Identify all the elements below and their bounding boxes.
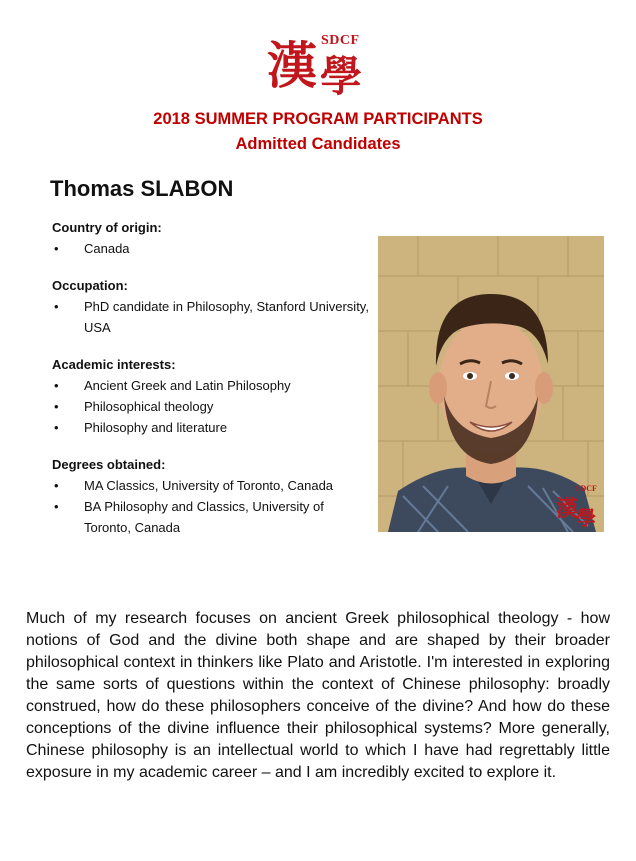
sdcf-logo xyxy=(263,33,373,103)
logo-abbr: SDCF xyxy=(321,33,360,48)
program-title: 2018 SUMMER PROGRAM PARTICIPANTS xyxy=(153,110,483,128)
occupation-section xyxy=(52,275,372,338)
logo-glyph-main: 漢 xyxy=(267,36,317,95)
participant-photo xyxy=(378,236,604,532)
watermark-glyph-second: 學 xyxy=(576,506,596,530)
interests-section xyxy=(52,354,372,438)
list-item: • Philosophical theology xyxy=(52,396,372,417)
photo-watermark xyxy=(556,484,600,528)
list-item: • Philosophy and literature xyxy=(52,417,372,438)
degrees-section xyxy=(52,454,372,538)
interests-list xyxy=(52,375,372,438)
list-item: • MA Classics, University of Toronto, Canada xyxy=(52,475,372,496)
participant-name: Thomas SLABON xyxy=(50,176,234,201)
occupation-label: Occupation: xyxy=(52,278,128,293)
degrees-label: Degrees obtained: xyxy=(52,457,166,472)
occupation-list xyxy=(52,296,372,338)
country-section xyxy=(52,217,372,259)
list-item: • PhD candidate in Philosophy, Stanford University, USA xyxy=(52,296,372,338)
degrees-list xyxy=(52,475,372,538)
country-list xyxy=(52,238,372,259)
participant-info xyxy=(52,217,372,554)
list-item: • BA Philosophy and Classics, University of Toronto, Canada xyxy=(52,496,372,538)
interests-label: Academic interests: xyxy=(52,357,176,372)
participant-bio: Much of my research focuses on ancient Greek philosophical theology - how notions of God and the divine both shape and are shaped by their broader philosophical context in thinkers like Plato and Aristotle. I'm interested in exploring the same sorts of questions within the context of Chinese philosophy: broadly construed, how do these philosophers conceive of the divine? And how do these conceptions of the divine influence their philosophical systems? More generally, Chinese philosophy is an intellectual world to which I have had regrettably little exposure in my academic career – and I am incredibly excited to explore it. xyxy=(26,610,610,781)
watermark-glyph-main: 漢 xyxy=(556,496,579,522)
country-label: Country of origin: xyxy=(52,220,162,235)
program-subtitle: Admitted Candidates xyxy=(235,135,401,153)
list-item: • Ancient Greek and Latin Philosophy xyxy=(52,375,372,396)
watermark-abbr: SDCF xyxy=(576,484,597,493)
list-item: • Canada xyxy=(52,238,372,259)
logo-glyph-second: 學 xyxy=(319,52,362,101)
